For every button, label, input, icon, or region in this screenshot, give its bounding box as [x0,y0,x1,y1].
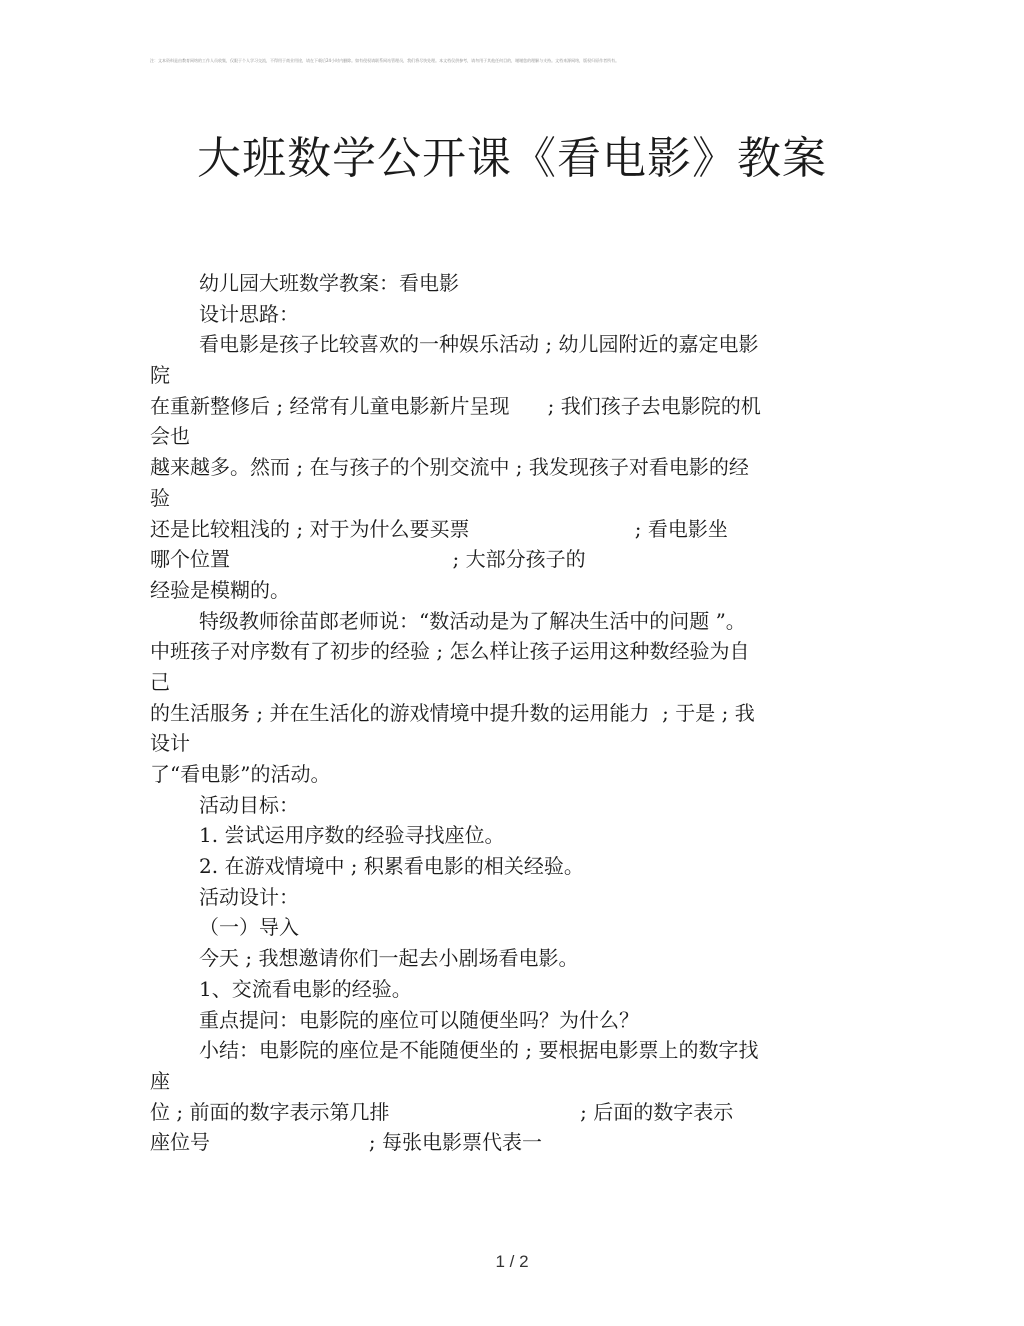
body-line: 活动目标： [199,792,299,817]
page-number: 1 / 2 [495,1252,529,1271]
body-line: 2. 在游戏情境中 ; 积累看电影的相关经验。 [199,854,584,879]
body-line: 活动设计： [199,884,299,909]
body-line: 在重新整修后 ; 经常有儿童电影新片呈现 ; 我们孩子去电影院的机 [150,393,761,418]
body-line: 座 [150,1068,170,1093]
body-line: 座位号 ; 每张电影票代表一 [150,1130,543,1155]
body-line: 1、交流看电影的经验。 [199,976,412,1001]
body-line: 今天 ; 我想邀请你们一起去小剧场看电影。 [199,946,579,971]
body-line: 还是比较粗浅的 ; 对于为什么要买票 ; 看电影坐 [150,516,728,541]
body-line: （一）导入 [199,915,299,940]
body-line: 位 ; 前面的数字表示第几排 ; 后面的数字表示 [150,1099,734,1124]
body-line: 重点提问：电影院的座位可以随便坐吗？为什么？ [199,1007,639,1032]
body-line: 看电影是孩子比较喜欢的一种娱乐活动 ; 幼儿园附近的嘉定电影 [199,332,759,357]
body-line: 中班孩子对序数有了初步的经验 ; 怎么样让孩子运用这种数经验为自 [150,639,750,664]
body-line: 了“看电影”的活动。 [150,762,331,786]
body-line: 己 [150,669,170,694]
body-line: 经验是模糊的。 [150,577,290,602]
body-line: 哪个位置 ; 大部分孩子的 [150,547,586,572]
body-line: 设计思路： [199,301,299,326]
body-line: 会也 [150,424,190,449]
body-line: 幼儿园大班数学教案：看电影 [199,271,459,295]
body-line: 特级教师徐苗郎老师说：“数活动是为了解决生活中的问题 ”。 [199,608,746,633]
body-line: 的生活服务 ; 并在生活化的游戏情境中提升数的运用能力 ; 于是 ; 我 [150,700,755,725]
body-line: 院 [150,363,170,388]
document-body [150,268,850,1158]
body-line: 小结：电影院的座位是不能随便坐的 ; 要根据电影票上的数字找 [199,1038,759,1063]
body-line: 设计 [150,731,190,756]
document-title: 大班数学公开课《看电影》教案 [197,133,827,184]
body-line: 验 [150,485,170,510]
body-line: 1. 尝试运用序数的经验寻找座位。 [199,823,505,848]
body-line: 越来越多。然而 ; 在与孩子的个别交流中 ; 我发现孩子对看电影的经 [150,455,749,480]
header-note: 注：文本资料是由教育网络的工作人员收集，仅限于个人学习交流，不得用于商业用途，请在下载后24小时内删除。如有侵权请联系网站管理员，我们将尽快处理。本文档仅供参考，请勿用于其他任何目的，谢谢您的理解与支持。文档来源网络，版权归原作者所有。 [150,58,620,63]
